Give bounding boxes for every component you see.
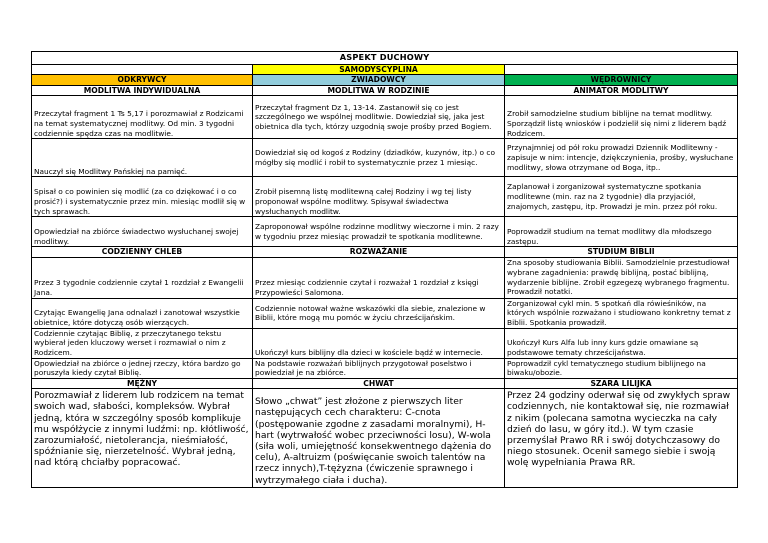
requirement-cell: Poprowadził cykl tematycznego studium biblijnego na biwaku/obozie. [505, 358, 738, 378]
requirement-cell: Przynajmniej od pół roku prowadzi Dziennik Modlitewny - zapisuje w nim: intencje, dziękczynienia, prośby, wysłuchane modlitwy, słowa otrzymane od Boga, itp.. [505, 139, 738, 177]
column-header: MODLITWA INDYWIDUALNA [32, 85, 253, 95]
requirement-cell: Opowiedział na zbiórce o jednej rzeczy, która bardzo go poruszyła kiedy czytał Biblię. [32, 358, 253, 378]
group-header-zwiadowcy: ZWIADOWCY [253, 75, 505, 85]
column-header: STUDIUM BIBLII [505, 247, 738, 257]
column-header: ANIMATOR MODLITWY [505, 85, 738, 95]
requirement-cell: Zrobił samodzielne studium biblijne na temat modlitwy. Sporządził listę wniosków i podzielił się nimi z liderem bądź Rodzicem. [505, 96, 738, 139]
section-header: SAMODYSCYPLINA [253, 65, 505, 75]
requirement-cell: Przeczytał fragment Dz 1, 13-14. Zastanowił się co jest szczególnego we wspólnej modlitwie. Dowiedział się, jaka jest obietnica dla tych, którzy uzgodnią swoje prośby przed Bogiem. [253, 96, 505, 139]
column-header: MĘŻNY [32, 378, 253, 388]
column-header: SZARA LILIJKA [505, 378, 738, 388]
requirement-cell: Przez miesiąc codziennie czytał i rozważał 1 rozdział z księgi Przypowieści Salomona. [253, 257, 505, 298]
blank-header-cell [32, 65, 253, 75]
requirement-cell: Ukończył Kurs Alfa lub inny kurs gdzie omawiane są podstawowe tematy chrześcijaństwa. [505, 328, 738, 358]
requirement-cell: Porozmawiał z liderem lub rodzicem na temat swoich wad, słabości, kompleksów. Wybrał jedną, która w szczególny sposób komplikuje mu współżycie z innymi ludźmi: np. kłótliwość, zarozumiałość, nietolerancja, nieśmiałość, spóźnianie się, nierzetelność. Wybrał jedną, nad którą chciałby popracować. [32, 389, 253, 488]
requirement-cell: Codziennie notował ważne wskazówki dla siebie, znalezione w Biblii, które mogą mu pomóc w życiu chrześcijańskim. [253, 298, 505, 328]
requirement-cell: Ukończył kurs biblijny dla dzieci w kościele bądź w internecie. [253, 328, 505, 358]
group-header-wedrownicy: WĘDROWNICY [505, 75, 738, 85]
requirement-cell: Spisał o co powinien się modlić (za co dziękować i o co prosić?) i systematycznie przez min. miesiąc modlił się w tych sprawach. [32, 177, 253, 217]
requirement-cell: Zaplanował i zorganizował systematyczne spotkania modlitewne (min. raz na 2 tygodnie) dla przyjaciół, znajomych, zastępu, itp. Prowadzi je min. przez pół roku. [505, 177, 738, 217]
column-header: MODLITWA W RODZINIE [253, 85, 505, 95]
document-table-wrapper [31, 51, 737, 488]
requirement-cell: Zna sposoby studiowania Biblii. Samodzielnie przestudiował wybrane zagadnienia: prawdę biblijną, postać biblijną, wydarzenie biblijne. Zrobił egzegezę wybranego fragmentu. Prowadził notatki. [505, 257, 738, 298]
requirement-cell: Czytając Ewangelię Jana odnalazł i zanotował wszystkie obietnice, które dotyczą osób wierzących. [32, 298, 253, 328]
column-header: CODZIENNY CHLEB [32, 247, 253, 257]
group-header-odkrywcy: ODKRYWCY [32, 75, 253, 85]
requirement-cell: Zorganizował cykl min. 5 spotkań dla rówieśników, na których wspólnie rozważano i studiowano konkretny temat z Biblii. Spotkania prowadził. [505, 298, 738, 328]
requirement-cell: Przeczytał fragment 1 Ts 5,17 i porozmawiał z Rodzicami na temat systematycznej modlitwy. Od min. 3 tygodni codziennie spędza czas na modlitwie. [32, 96, 253, 139]
requirement-cell: Przez 3 tygodnie codziennie czytał 1 rozdział z Ewangelii Jana. [32, 257, 253, 298]
requirement-cell: Słowo „chwat” jest złożone z pierwszych liter następujących cech charakteru: C-cnota (postępowanie zgodne z zasadami moralnymi), H-hart (wytrwałość wobec przeciwności losu), W-wola (siła woli, umiejętność konsekwentnego dążenia do celu), A-altruizm (poświęcanie swoich talentów na rzecz innych),T-tężyzna (ćwiczenie sprawnego i wytrzymałego ciała i ducha). [253, 389, 505, 488]
blank-header-cell [505, 65, 738, 75]
requirement-cell: Na podstawie rozważań biblijnych przygotował poselstwo i powiedział je na zbiórce. [253, 358, 505, 378]
requirement-cell: Przez 24 godziny oderwał się od zwykłych spraw codziennych, nie kontaktował się, nie rozmawiał z nikim (polecana samotna wycieczka na cały dzień do lasu, w góry itd.). W tym czasie przemyślał Prawo RR i swój dotychczasowy do niego stosunek. Ocenił samego siebie i swoją wolę wypełniania Prawa RR. [505, 389, 738, 488]
column-header: ROZWAŻANIE [253, 247, 505, 257]
requirement-cell: Dowiedział się od kogoś z Rodziny (dziadków, kuzynów, itp.) o co mógłby się modlić i robił to systematycznie przez 1 miesiąc. [253, 139, 505, 177]
requirement-cell: Zrobił pisemną listę modlitewną całej Rodziny i wg tej listy proponował wspólne modlitwy. Spisywał świadectwa wysłuchanych modlitw. [253, 177, 505, 217]
requirement-cell: Nauczył się Modlitwy Pańskiej na pamięć. [32, 139, 253, 177]
document-title: ASPEKT DUCHOWY [32, 52, 738, 65]
requirement-cell: Poprowadził studium na temat modlitwy dla młodszego zastępu. [505, 217, 738, 247]
scouting-requirements-table [31, 51, 738, 488]
requirement-cell: Codziennie czytając Biblię, z przeczytanego tekstu wybierał jeden kluczowy werset i rozmawiał o nim z Rodzicem. [32, 328, 253, 358]
requirement-cell: Zaproponował wspólne rodzinne modlitwy wieczorne i min. 2 razy w tygodniu przez miesiąc prowadził te spotkania modlitewne. [253, 217, 505, 247]
requirement-cell: Opowiedział na zbiórce świadectwo wysłuchanej swojej modlitwy. [32, 217, 253, 247]
column-header: CHWAT [253, 378, 505, 388]
